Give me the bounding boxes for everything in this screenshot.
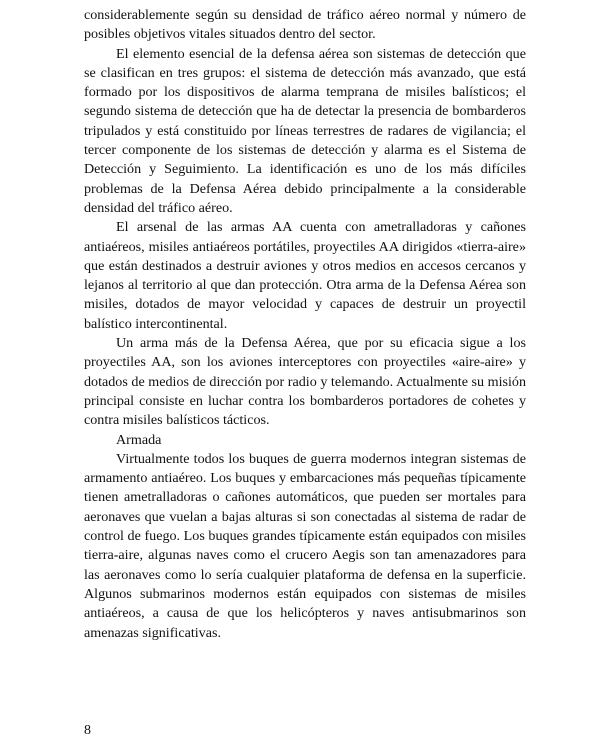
paragraph-aa-arsenal: El arsenal de las armas AA cuenta con ametralladoras y cañones antiaéreos, misiles antiaéreos portátiles, proyectiles AA dirigidos «tierra-aire» que están destinados a destruir aviones y otros medios en accesos cercanos y lejanos al territorio al que dan protección. Otra arma de la Defensa Aérea son misiles, dotados de mayor velocidad y capaces de destruir un proyectil balístico intercontinental. [84,219,526,332]
page-number: 8 [84,723,91,738]
paragraph-continuation: considerablemente según su densidad de tráfico aéreo normal y número de posibles objetivos vitales situados dentro del sector. [84,7,526,43]
body-text [84,6,526,643]
paragraph-detection-systems: El elemento esencial de la defensa aérea son sistemas de detección que se clasifican en tres grupos: el sistema de detección más avanzado, que está formado por los dispositivos de alarma temprana de misiles balísticos; el segundo sistema de detección que ha de detectar la presencia de bombarderos tripulados y está constituido por líneas terrestres de radares de vigilancia; el tercer componente de los sistemas de detección y alarma es el Sistema de Detección y Seguimiento. La identificación es uno de los más difíciles problemas de la Defensa Aérea debido principalmente a la considerable densidad del tráfico aéreo. [84,45,526,216]
section-heading-armada: Armada [116,431,162,448]
paragraph-interceptors: Un arma más de la Defensa Aérea, que por su eficacia sigue a los proyectiles AA, son los aviones interceptores con proyectiles «aire-aire» y dotados de medios de dirección por radio y telemando. Actualmente su misión principal consiste en luchar contra los bombarderos portadores de cohetes y contra misiles balísticos tácticos. [84,335,526,429]
paragraph-navy: Virtualmente todos los buques de guerra modernos integran sistemas de armamento antiaéreo. Los buques y embarcaciones más pequeñas típicamente tienen ametralladoras o cañones automáticos, que pueden ser mortales para aeronaves que vuelan a bajas alturas si son conectadas al sistema de radar de control de fuego. Los buques grandes típicamente están equipados con misiles tierra-aire, algunas naves como el crucero Aegis son tan amenazadores para las aeronaves como lo sería cualquier plataforma de defensa en la superficie. Algunos submarinos modernos están equipados con sistemas de misiles antiaéreos, a causa de que los helicópteros y naves antisubmarinos son amenazas significativas. [84,450,526,641]
